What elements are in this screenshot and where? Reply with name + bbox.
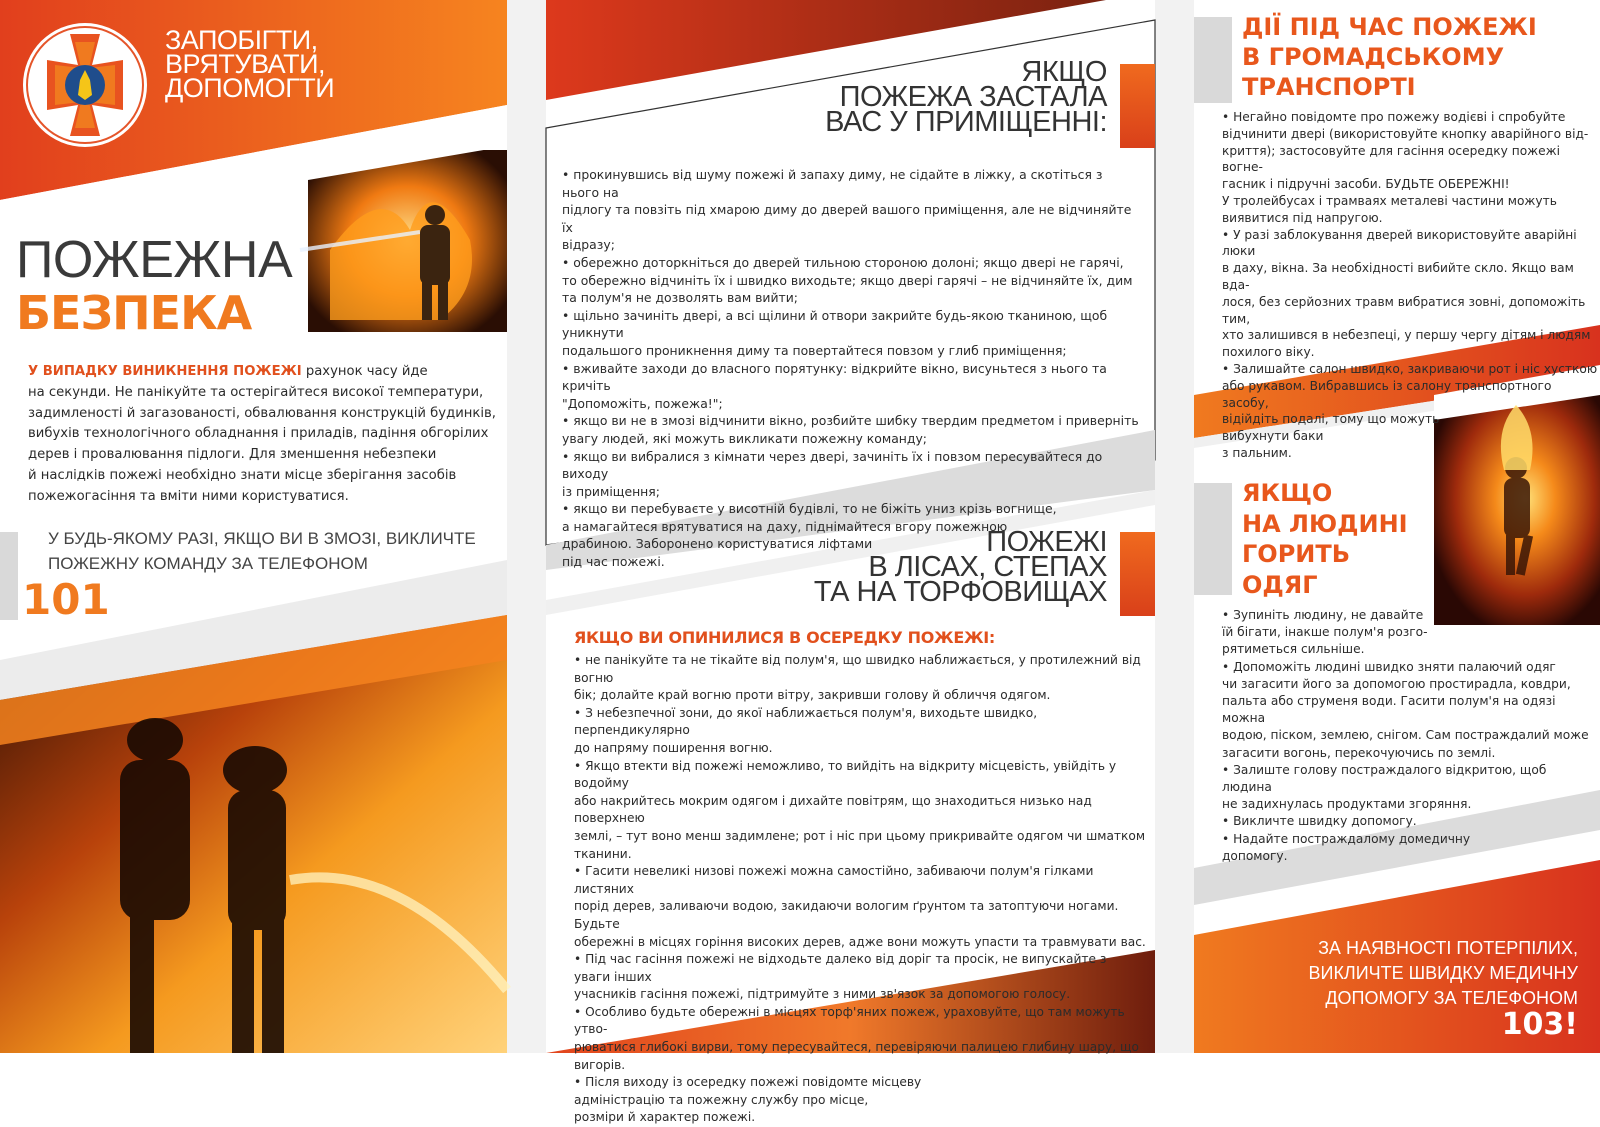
instruction-line: під час пожежі.: [562, 554, 665, 570]
instruction-line: • прокинувшись від шуму пожежі й запаху диму, не сідайте в ліжку, а скотіться з нього на: [562, 167, 1103, 200]
intro-line: рахунок часу йде: [301, 364, 428, 379]
intro-line: задимленості й загазованості, обвалювання конструкцій будинків,: [28, 405, 497, 421]
instruction-line: драбиною. Заборонено користуватися ліфтами: [562, 536, 873, 552]
instruction-line: порід дерев, заливаючи водою, закидаючи вологим ґрунтом та затоптуючи ногами. Будьте: [574, 899, 1119, 931]
instruction-line: • Негайно повідомте про пожежу водієві і спробуйте: [1222, 110, 1566, 124]
intro-line: пожежогасіння та вміти ними користуватися.: [28, 488, 349, 504]
title-line2: БЕЗПЕКА: [16, 286, 252, 340]
clothing-instructions: [1222, 607, 1597, 865]
medical-line: ЗА НАЯВНОСТІ ПОТЕРПІЛИХ,: [1318, 938, 1578, 958]
forest-instructions: [574, 652, 1146, 1127]
instruction-line: • Якщо втекти від пожежі неможливо, то вийдіть на відкриту місцевість, увійдіть у водойму: [574, 758, 1117, 791]
intro-line: вибухів технологічного обладнання і приладів, падіння обгорілих: [28, 426, 489, 442]
medical-call-text: [1309, 936, 1579, 1011]
instruction-line: • Залишайте салон швидко, закриваючи рот і ніс хусткою: [1222, 361, 1598, 376]
instruction-line: • Зупиніть людину, не давайте: [1222, 608, 1424, 622]
instruction-line: та полум'я не дозволять вам вийти;: [562, 290, 798, 306]
transport-instructions: [1222, 109, 1600, 462]
forest-title-line: ПОЖЕЖІ: [986, 526, 1107, 558]
instruction-line: адміністрацію та пожежну службу про місце,: [574, 1092, 869, 1107]
instruction-line: допомогу.: [1222, 848, 1288, 863]
instruction-line: рятиметься сильніше.: [1222, 642, 1365, 657]
instruction-line: • не панікуйте та не тікайте від полум'я, що швидко наближається, у протилежний від вогню: [574, 653, 1141, 685]
instruction-line: не задихнулась продуктами згоряння.: [1222, 797, 1472, 812]
instruction-line: підлогу та повзіть під хмарою диму до дверей вашого приміщення, але не відчиняйте їх: [562, 202, 1132, 235]
slogan-line: ЗАПОБІГТИ,: [165, 25, 318, 55]
clothing-title-line: ГОРИТЬ: [1242, 540, 1351, 568]
instruction-line: відразу;: [562, 237, 615, 253]
instruction-line: У тролейбусах і трамваях металеві частини можуть: [1222, 193, 1557, 208]
instruction-line: • якщо ви перебуваєте у висотній будівлі, то не біжіть униз крізь вогнище,: [562, 501, 1057, 517]
orange-accent-bar: [1120, 64, 1155, 148]
transport-title: [1242, 12, 1537, 102]
intro-highlight: У ВИПАДКУ ВИНИКНЕННЯ ПОЖЕЖІ: [28, 364, 302, 379]
instruction-line: вибухнути баки: [1222, 429, 1324, 444]
instruction-line: обережні в місцях горіння високих дерев, адже вони можуть упасти та травмувати вас.: [574, 934, 1146, 949]
instruction-line: то обережно відчиніть їх і швидко виходьте; якщо двері гарячі – не відчиняйте їх, дим: [562, 272, 1133, 288]
instruction-line: гасник і підручні засоби. БУДЬТЕ ОБЕРЕЖНІ!: [1222, 177, 1510, 192]
instruction-line: "Допоможіть, пожежа!";: [562, 395, 723, 411]
instruction-line: їй бігати, інакше полум'я розго-: [1222, 625, 1428, 640]
forest-subtitle: ЯКЩО ВИ ОПИНИЛИСЯ В ОСЕРЕДКУ ПОЖЕЖІ:: [574, 628, 995, 647]
indoor-title: [825, 56, 1107, 138]
medical-line: ДОПОМОГУ ЗА ТЕЛЕФОНОМ: [1325, 988, 1578, 1008]
panel-fire-safety: [0, 0, 507, 1053]
intro-line: на секунди. Не панікуйте та остерігайтеся високої температури,: [28, 384, 484, 400]
forest-title-line: В ЛІСАХ, СТЕПАХ: [868, 551, 1107, 583]
instruction-line: • якщо ви вибралися з кімнати через двері, зачиніть їх і повзом пересувайтеся до виходу: [562, 448, 1103, 482]
instruction-line: розміри й характер пожежі.: [574, 1110, 756, 1125]
instruction-line: до напряму поширення вогню.: [574, 740, 773, 755]
emergency-service-emblem: [20, 20, 150, 150]
instruction-line: • обережно доторкніться до дверей тильною стороною долоні; якщо двері не гарячі,: [562, 254, 1124, 270]
fire-phone-number: 101: [22, 575, 110, 624]
panel-gap: [1155, 0, 1194, 1053]
instruction-line: • Залиште голову постраждалого відкритою, щоб людина: [1222, 762, 1547, 795]
clothing-title-line: ЯКЩО: [1242, 479, 1333, 507]
instruction-line: • Після виходу із осередку пожежі повідомте місцеву: [574, 1075, 922, 1090]
grey-accent-bar: [1194, 17, 1232, 103]
instruction-line: • Викличте швидку допомогу.: [1222, 814, 1417, 829]
instruction-line: • Під час гасіння пожежі не відходьте далеко від доріг та просік, не випускайте з уваги інших: [574, 952, 1107, 984]
intro-line: дерев і провалювання підлоги. Для зменшення небезпеки: [28, 447, 437, 463]
instruction-line: хто залишився в небезпеці, у першу чергу дітям і людям: [1222, 328, 1591, 343]
instruction-line: з пальним.: [1222, 445, 1292, 460]
orange-accent-bar: [1120, 532, 1155, 616]
forest-title-line: ТА НА ТОРФОВИЩАХ: [813, 576, 1107, 608]
instruction-line: • Допоможіть людині швидко зняти палаючий одяг: [1222, 659, 1556, 674]
call-fire-line1: У БУДЬ-ЯКОМУ РАЗІ, ЯКЩО ВИ В ЗМОЗІ, ВИКЛИЧТЕ: [48, 529, 476, 548]
instruction-line: лося, без серйозних травм вибратися зовні, допоможіть тим,: [1222, 294, 1586, 326]
instruction-line: • У разі заблокування дверей використовуйте аварійні люки: [1222, 227, 1577, 259]
instruction-line: відійдіть подалі, тому що можуть: [1222, 412, 1440, 427]
instruction-line: бік; долайте край вогню проти вітру, закривши голову й обличчя одягом.: [574, 688, 1051, 703]
instruction-line: чи загасити його за допомогою простирадла, ковдри,: [1222, 676, 1571, 691]
panel-gap: [507, 0, 546, 1053]
transport-title-line: ТРАНСПОРТІ: [1242, 73, 1416, 101]
instruction-line: • вживайте заходи до власного порятунку: відкрийте вікно, висуньтеся з нього та кричіть: [562, 360, 1107, 394]
indoor-title-line: ВАС У ПРИМІЩЕННІ:: [825, 106, 1107, 138]
indoor-title-line: ЯКЩО: [1021, 56, 1107, 88]
instruction-line: • Гасити невеликі низові пожежі можна самостійно, забиваючи полум'я гілками листяних: [574, 864, 1094, 896]
transport-title-line: ДІЇ ПІД ЧАС ПОЖЕЖІ: [1242, 13, 1537, 41]
instruction-line: виявитися під напругою.: [1222, 210, 1383, 225]
instruction-line: загасити вогонь, перекочуючись по землі.: [1222, 745, 1496, 760]
instruction-line: землі, – тут воно менш задимлене; рот і ніс при цьому прикривайте одягом чи шматком: [574, 828, 1146, 843]
instruction-line: пальта або струменя води. Гасити полум'я на одязі можна: [1222, 694, 1556, 726]
grey-accent-bar: [0, 532, 18, 620]
transport-title-line: В ГРОМАДСЬКОМУ: [1242, 43, 1505, 71]
panel-indoor-forest: [546, 0, 1155, 1125]
instruction-line: • якщо ви не в змозі відчинити вікно, розбийте шибку твердим предметом і приверніть: [562, 413, 1139, 429]
instruction-line: відчинити двері (використовуйте кнопку аварійного від-: [1222, 126, 1589, 141]
instruction-line: • Особливо будьте обережні в місцях торф'яних пожеж, ураховуйте, що там можуть утво-: [574, 1004, 1125, 1037]
slogan: [165, 25, 335, 103]
instruction-line: тканини.: [574, 846, 632, 861]
clothing-title-line: НА ЛЮДИНІ: [1242, 509, 1408, 538]
call-fire-line2: ПОЖЕЖНУ КОМАНДУ ЗА ТЕЛЕФОНОМ: [48, 554, 368, 573]
instruction-line: учасників гасіння пожежі, підтримуйте з ними зв'язок за допомогою голосу.: [574, 987, 1071, 1002]
instruction-line: • З небезпечної зони, до якої наближається полум'я, виходьте швидко, перпендикулярно: [574, 705, 1038, 738]
panel-transport-clothing: [1194, 0, 1600, 1053]
instruction-line: водою, піском, землею, снігом. Сам постраждалий може: [1222, 728, 1589, 743]
instruction-line: із приміщення;: [562, 483, 660, 499]
instruction-line: • Надайте постраждалому домедичну: [1222, 831, 1471, 846]
instruction-line: або рукавом. Вибравшись із салону транспортного засобу,: [1222, 378, 1552, 410]
instruction-line: увагу людей, які можуть викликати пожежну команду;: [562, 430, 927, 446]
intro-paragraph: [28, 362, 498, 508]
instruction-line: криття); застосовуйте для гасіння осередку пожежі вогне-: [1222, 143, 1560, 175]
instruction-line: в даху, вікна. За необхідності вибийте скло. Якщо вам вда-: [1222, 261, 1574, 292]
slogan-line: ДОПОМОГТИ: [165, 73, 335, 103]
instruction-line: а намагайтеся врятуватися на даху, піднімайтеся вгору пожежною: [562, 518, 1008, 534]
instruction-line: вигорів.: [574, 1057, 626, 1072]
indoor-title-line: ПОЖЕЖА ЗАСТАЛА: [839, 81, 1107, 113]
instruction-line: • щільно зачиніть двері, а всі щілини й отвори закрийте будь-якою тканиною, щоб уникнути: [562, 307, 1108, 341]
clothing-title: [1242, 478, 1408, 600]
instruction-line: або накрийтесь мокрим одягом і дихайте повітрям, що знаходиться низько над поверхнею: [574, 793, 1092, 826]
instruction-line: рюватися глибокі вирви, тому пересувайтеся, перевіряючи палицею глибину шару, що: [574, 1040, 1139, 1055]
forest-title: [813, 526, 1107, 608]
instruction-line: похилого віку.: [1222, 345, 1315, 360]
title-line1: ПОЖЕЖНА: [16, 231, 293, 289]
grey-accent-bar: [1194, 483, 1232, 595]
medical-line: ВИКЛИЧТЕ ШВИДКУ МЕДИЧНУ: [1308, 963, 1578, 983]
instruction-line: подальшого проникнення диму та повертайтеся повзом у глиб приміщення;: [562, 342, 1067, 358]
clothing-title-line: ОДЯГ: [1242, 570, 1318, 599]
intro-line: й наслідків пожежі необхідно знати місце зберігання засобів: [28, 467, 457, 483]
indoor-instructions: [562, 166, 1142, 571]
medical-phone-number: 103!: [1501, 1007, 1578, 1042]
slogan-line: ВРЯТУВАТИ,: [165, 49, 325, 79]
